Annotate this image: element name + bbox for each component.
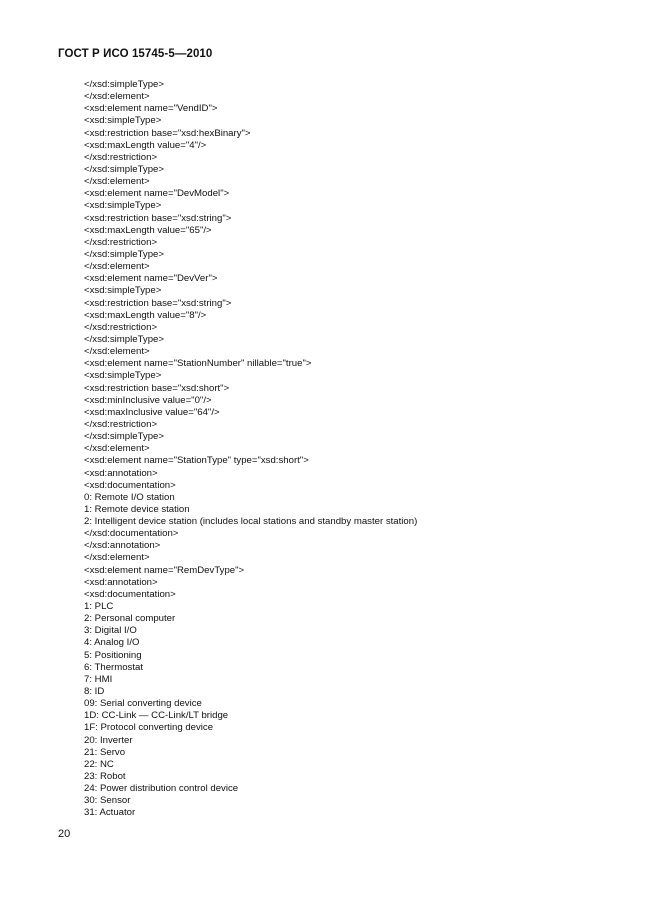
code-line: </xsd:simpleType> — [84, 79, 164, 90]
code-line: 09: Serial converting device — [84, 698, 202, 710]
code-line: </xsd:element> — [84, 176, 150, 188]
code-line: 4: Analog I/O — [84, 637, 140, 649]
code-line: </xsd:restriction> — [84, 236, 158, 248]
code-line: </xsd:simpleType> — [84, 163, 164, 175]
code-line: </xsd:simpleType> — [84, 248, 164, 260]
code-line: </xsd:annotation> — [84, 540, 161, 552]
code-line: 1: PLC — [84, 601, 114, 613]
code-line: <xsd:simpleType> — [84, 370, 162, 382]
xsd-code-listing — [84, 79, 417, 820]
code-line: <xsd:restriction base="xsd:string"> — [84, 297, 232, 309]
code-line: </xsd:simpleType> — [84, 431, 164, 443]
code-line: 5: Positioning — [84, 649, 142, 661]
code-line: 1D: CC-Link — CC-Link/LT bridge — [84, 710, 229, 722]
code-line: </xsd:element> — [84, 346, 150, 358]
code-line: <xsd:element name="DevModel"> — [84, 188, 230, 200]
code-line: 1: Remote device station — [84, 503, 190, 515]
code-line: <xsd:element name="VendID"> — [84, 103, 218, 115]
code-line: <xsd:documentation> — [84, 479, 176, 491]
code-line: <xsd:simpleType> — [84, 115, 162, 127]
code-line: 23: Robot — [84, 771, 126, 783]
code-line: 2: Personal computer — [84, 613, 176, 625]
code-line: <xsd:element name="RemDevType"> — [84, 564, 245, 576]
code-line: 1F: Protocol converting device — [84, 722, 214, 734]
code-line: 3: Digital I/O — [84, 625, 137, 637]
code-line: <xsd:maxLength value="4"/> — [84, 139, 207, 151]
code-line: <xsd:documentation> — [84, 588, 176, 600]
code-line: </xsd:element> — [84, 91, 150, 103]
code-line: <xsd:annotation> — [84, 467, 158, 479]
code-line: <xsd:annotation> — [84, 576, 158, 588]
code-line: <xsd:maxLength value="8"/> — [84, 309, 207, 321]
code-line: 30: Sensor — [84, 795, 131, 807]
page-number: 20 — [58, 828, 71, 840]
code-line: 20: Inverter — [84, 734, 133, 746]
document-header-title: ГОСТ Р ИСО 15745-5—2010 — [58, 48, 213, 60]
code-line: <xsd:simpleType> — [84, 200, 162, 212]
code-line: <xsd:element name="StationNumber" nillable="true"> — [84, 358, 312, 370]
code-line: <xsd:minInclusive value="0"/> — [84, 394, 212, 406]
code-line: 7: HMI — [84, 673, 113, 685]
code-line: <xsd:maxInclusive value="64"/> — [84, 406, 220, 418]
code-line: </xsd:restriction> — [84, 418, 158, 430]
code-line: <xsd:maxLength value="65"/> — [84, 224, 212, 236]
code-line: </xsd:element> — [84, 443, 150, 455]
code-line: 31: Actuator — [84, 807, 136, 819]
code-line: 21: Servo — [84, 746, 126, 758]
code-line: <xsd:restriction base="xsd:short"> — [84, 382, 230, 394]
code-line: </xsd:element> — [84, 261, 150, 273]
code-line: </xsd:restriction> — [84, 151, 158, 163]
code-line: 0: Remote I/O station — [84, 491, 175, 503]
code-line: </xsd:element> — [84, 552, 150, 564]
code-line: 6: Thermostat — [84, 661, 144, 673]
code-line: <xsd:element name="StationType" type="xsd:short"> — [84, 455, 309, 467]
code-line: </xsd:restriction> — [84, 321, 158, 333]
code-line: </xsd:simpleType> — [84, 333, 164, 345]
code-line: <xsd:element name="DevVer"> — [84, 273, 218, 285]
code-line: </xsd:documentation> — [84, 528, 179, 540]
code-line: 22: NC — [84, 758, 114, 770]
code-line: <xsd:restriction base="xsd:string"> — [84, 212, 232, 224]
code-line: 24: Power distribution control device — [84, 783, 239, 795]
code-line: 8: ID — [84, 686, 105, 698]
code-line: <xsd:restriction base="xsd:hexBinary"> — [84, 127, 251, 139]
code-line: 2: Intelligent device station (includes local stations and standby master station) — [84, 516, 418, 528]
code-line: <xsd:simpleType> — [84, 285, 162, 297]
